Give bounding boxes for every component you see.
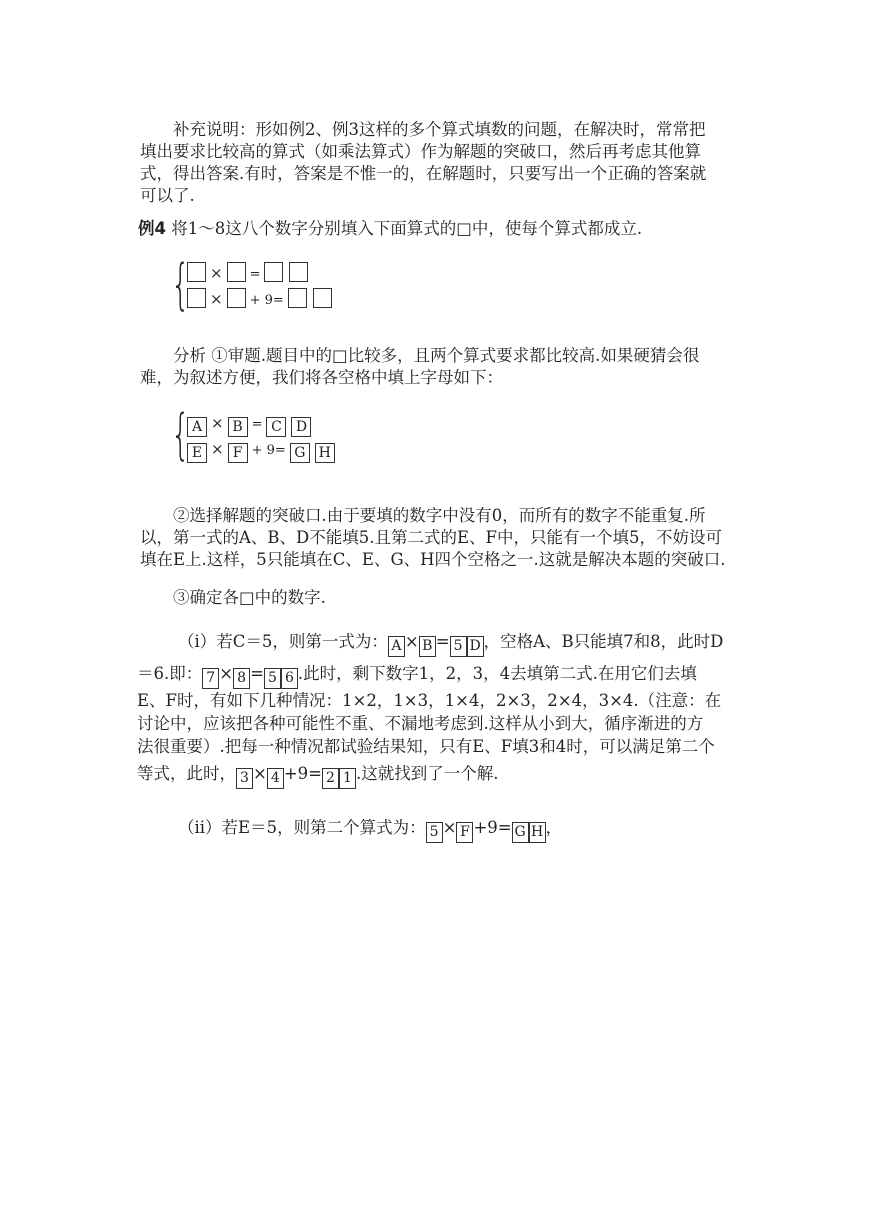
equals-sign: = bbox=[435, 632, 450, 651]
case2-line-1 bbox=[178, 816, 562, 843]
step2-line-2: 以，第一式的A、B、D不能填5.且第二式的E、F中，只能有一个填5，不妨设可 bbox=[140, 528, 723, 547]
letter-box-e: E bbox=[187, 443, 207, 463]
boxed-value: F bbox=[456, 822, 473, 843]
blank-box bbox=[187, 288, 206, 308]
analysis-line-2: 难，为叙述方便，我们将各空格中填上字母如下： bbox=[140, 368, 503, 387]
case1-line-1 bbox=[178, 630, 723, 657]
case1-remark: ，空格A、B只能填7和8，此时D bbox=[483, 632, 724, 651]
boxed-value: 7 bbox=[202, 668, 219, 689]
boxed-value: 2 bbox=[322, 768, 339, 789]
example-text: 将1～8这八个数字分别填入下面算式的□中，使每个算式都成立. bbox=[165, 219, 643, 238]
boxed-value: G bbox=[512, 822, 529, 843]
case1-equation-intro: 等式，此时， bbox=[137, 764, 236, 783]
case1-d-value: ＝6.即： bbox=[137, 664, 203, 683]
boxed-value: B bbox=[419, 636, 436, 657]
case1-line-6 bbox=[137, 762, 498, 789]
case2-comma: ， bbox=[545, 818, 563, 837]
equals-sign: = bbox=[249, 267, 261, 282]
letter-box-d: D bbox=[291, 417, 311, 437]
case1-conclusion: .这就找到了一个解. bbox=[355, 764, 499, 783]
blank-box bbox=[227, 288, 246, 308]
boxed-value: 8 bbox=[233, 668, 250, 689]
letter-box-b: B bbox=[228, 417, 248, 437]
boxed-value: 6 bbox=[281, 668, 298, 689]
plus-nine-equals: +9= bbox=[473, 818, 512, 837]
case1-line-5: 法很重要）.把每一种情况都试验结果知，只有E、F填3和4时，可以满足第二个 bbox=[137, 737, 715, 756]
times-sign: × bbox=[219, 664, 234, 683]
times-sign: × bbox=[253, 764, 267, 783]
example-heading bbox=[138, 217, 642, 240]
plus-nine-equals: + 9= bbox=[251, 443, 286, 458]
plus-nine-equals: + 9= bbox=[249, 293, 284, 308]
letter-box-c: C bbox=[266, 417, 286, 437]
boxed-value: A bbox=[388, 636, 405, 657]
letter-box-f: F bbox=[228, 443, 248, 463]
equals-sign: = bbox=[251, 417, 263, 432]
blank-box bbox=[289, 262, 308, 282]
blank-box bbox=[313, 288, 332, 308]
blank-box bbox=[227, 262, 246, 282]
blank-box bbox=[264, 262, 283, 282]
equals-sign: = bbox=[250, 664, 264, 683]
boxed-value: 4 bbox=[267, 768, 284, 789]
blank-equation-row-1 bbox=[186, 260, 309, 288]
letter-box-h: H bbox=[315, 443, 335, 463]
boxed-value: 1 bbox=[339, 768, 356, 789]
blank-box bbox=[288, 288, 307, 308]
times-sign: × bbox=[210, 264, 223, 282]
note-line-4: 可以了. bbox=[140, 186, 195, 205]
boxed-value: H bbox=[529, 822, 546, 843]
boxed-value: 3 bbox=[236, 768, 253, 789]
case1-line-3: E、F时，有如下几种情况：1×2，1×3，1×4，2×3，2×4，3×4.（注意：在 bbox=[137, 691, 722, 710]
letter-box-a: A bbox=[187, 417, 207, 437]
case1-line-2 bbox=[137, 662, 697, 689]
case2-intro: （ii）若E＝5，则第二个算式为： bbox=[178, 818, 426, 837]
example-label: 例4 bbox=[138, 219, 166, 238]
case1-line-4: 讨论中，应该把各种可能性不重、不漏地考虑到.这样从小到大，循序渐进的方 bbox=[137, 714, 704, 733]
analysis-line-1: 分析 ①审题.题目中的□比较多，且两个算式要求都比较高.如果硬猜会很 bbox=[173, 346, 700, 365]
brace-symbol: { bbox=[171, 253, 190, 316]
blank-box bbox=[187, 262, 206, 282]
step2-line-3: 填在E上.这样，5只能填在C、E、G、H四个空格之一.这就是解决本题的突破口. bbox=[140, 550, 726, 569]
boxed-value: 5 bbox=[426, 822, 443, 843]
times-sign: × bbox=[404, 632, 419, 651]
times-sign: × bbox=[210, 290, 223, 308]
step2-line-1: ②选择解题的突破口.由于要填的数字中没有0，而所有的数字不能重复.所 bbox=[173, 506, 706, 525]
blank-equation-row-2 bbox=[186, 286, 333, 314]
boxed-value: 5 bbox=[450, 636, 467, 657]
step3-line-1: ③确定各□中的数字. bbox=[173, 588, 326, 607]
case1-continuation: .此时，剩下数字1，2，3，4去填第二式.在用它们去填 bbox=[297, 664, 697, 683]
note-line-1: 补充说明：形如例2、例3这样的多个算式填数的问题，在解决时，常常把 bbox=[173, 120, 706, 139]
boxed-value: D bbox=[467, 636, 484, 657]
note-line-2: 填出要求比较高的算式（如乘法算式）作为解题的突破口，然后再考虑其他算 bbox=[140, 142, 701, 161]
times-sign: × bbox=[211, 414, 224, 432]
times-sign: × bbox=[442, 818, 457, 837]
times-sign: × bbox=[211, 440, 224, 458]
letter-equation-row-1 bbox=[186, 410, 312, 438]
brace-symbol: { bbox=[171, 403, 190, 466]
case1-intro: （i）若C＝5，则第一式为： bbox=[178, 632, 388, 651]
note-line-3: 式，得出答案.有时，答案是不惟一的，在解题时，只要写出一个正确的答案就 bbox=[140, 164, 707, 183]
letter-box-g: G bbox=[290, 443, 310, 463]
letter-equation-row-2 bbox=[186, 436, 336, 464]
plus-nine-equals: +9= bbox=[283, 764, 322, 783]
boxed-value: 5 bbox=[264, 668, 281, 689]
